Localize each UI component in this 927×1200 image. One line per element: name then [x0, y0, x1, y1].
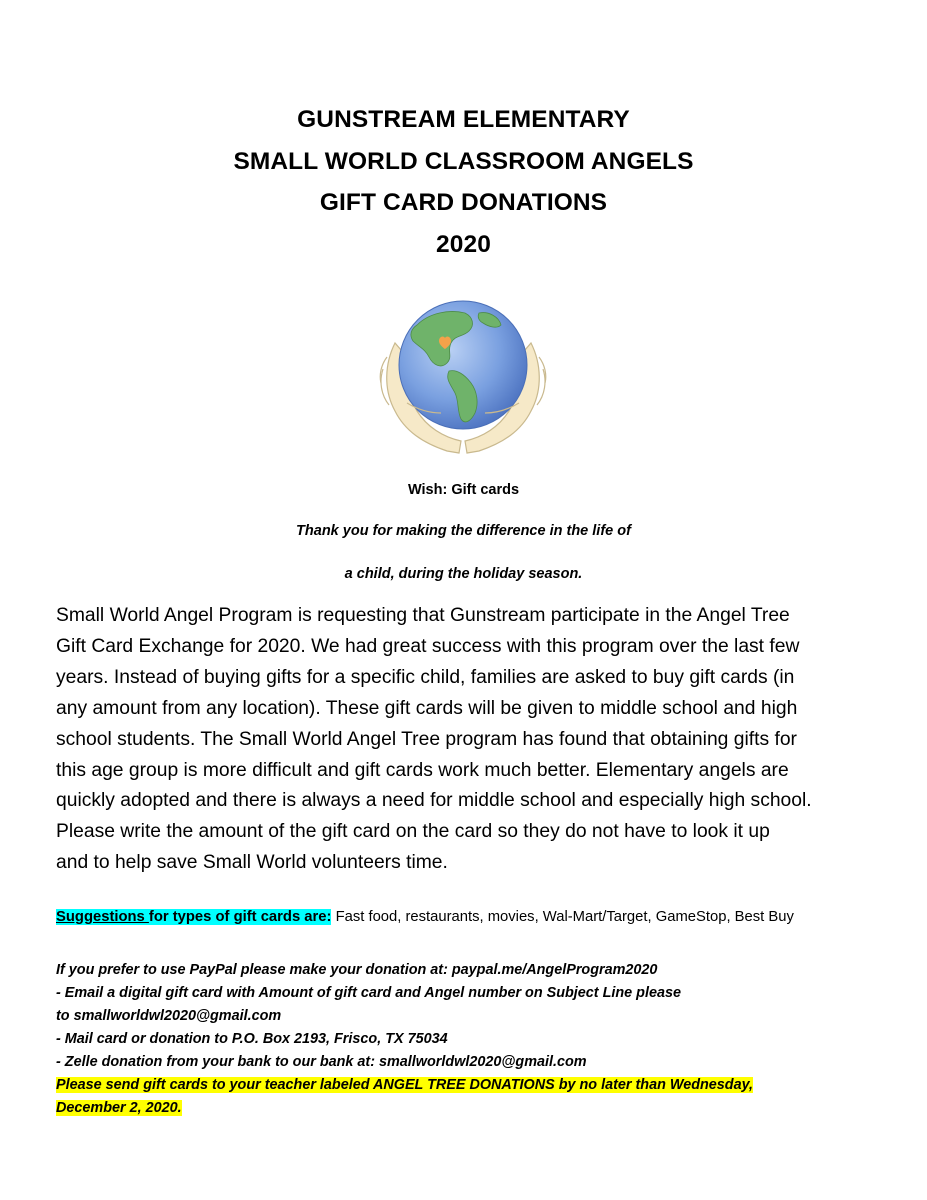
title-school: GUNSTREAM ELEMENTARY: [297, 106, 630, 133]
description-line: this age group is more difficult and gift cards work much better. Elementary angels are: [56, 759, 789, 781]
deadline-text-1: Please send gift cards to your teacher labeled ANGEL TREE DONATIONS by no later than Wednesday,: [56, 1077, 754, 1093]
description-line: and to help save Small World volunteers time.: [56, 852, 448, 874]
title-program: SMALL WORLD CLASSROOM ANGELS: [233, 147, 694, 175]
suggestions-label-rest: for types of gift cards are:: [148, 909, 332, 925]
email-instruction-1: - Email a digital gift card with Amount of gift card and Angel number on Subject Line please: [56, 985, 681, 1001]
donation-instructions: [56, 959, 876, 1120]
suggestions-items: Fast food, restaurants, movies, Wal-Mart/Target, GameStop, Best Buy: [331, 909, 794, 925]
thanks-line-1: Thank you for making the difference in the life of: [296, 523, 631, 539]
paypal-instruction: If you prefer to use PayPal please make your donation at: paypal.me/AngelProgram2020: [56, 962, 658, 978]
page-title: [0, 99, 927, 265]
email-instruction-2: to smallworldwl2020@gmail.com: [56, 1008, 282, 1024]
description-line: Please write the amount of the gift card on the card so they do not have to look it up: [56, 821, 770, 843]
description-line: school students. The Small World Angel Tree program has found that obtaining gifts for: [56, 728, 797, 750]
suggestions-label: [56, 909, 331, 925]
suggestions-label-underlined: Suggestions: [56, 909, 149, 925]
globe-in-hands-icon: [377, 291, 549, 459]
thanks-line-2: a child, during the holiday season.: [344, 566, 583, 582]
description-line: Gift Card Exchange for 2020. We had great success with this program over the last few: [56, 635, 800, 657]
description-line: years. Instead of buying gifts for a specific child, families are asked to buy gift cards (in: [56, 666, 795, 688]
deadline-line-1: [56, 1074, 876, 1097]
mail-instruction: - Mail card or donation to P.O. Box 2193, Frisco, TX 75034: [56, 1031, 448, 1047]
program-description: [56, 601, 876, 879]
wish-text: Wish: Gift cards: [407, 482, 520, 498]
deadline-line-2: [56, 1097, 876, 1120]
description-line: Small World Angel Program is requesting that Gunstream participate in the Angel Tree: [56, 605, 790, 626]
deadline-text-2: December 2, 2020.: [56, 1100, 182, 1116]
title-donations: GIFT CARD DONATIONS: [319, 189, 608, 216]
description-line: quickly adopted and there is always a need for middle school and especially high school.: [56, 790, 812, 812]
suggestions-line: [56, 905, 896, 929]
title-year: 2020: [436, 230, 491, 258]
description-line: any amount from any location). These gift cards will be given to middle school and high: [56, 697, 798, 719]
zelle-instruction: - Zelle donation from your bank to our bank at: smallworldwl2020@gmail.com: [56, 1054, 587, 1070]
